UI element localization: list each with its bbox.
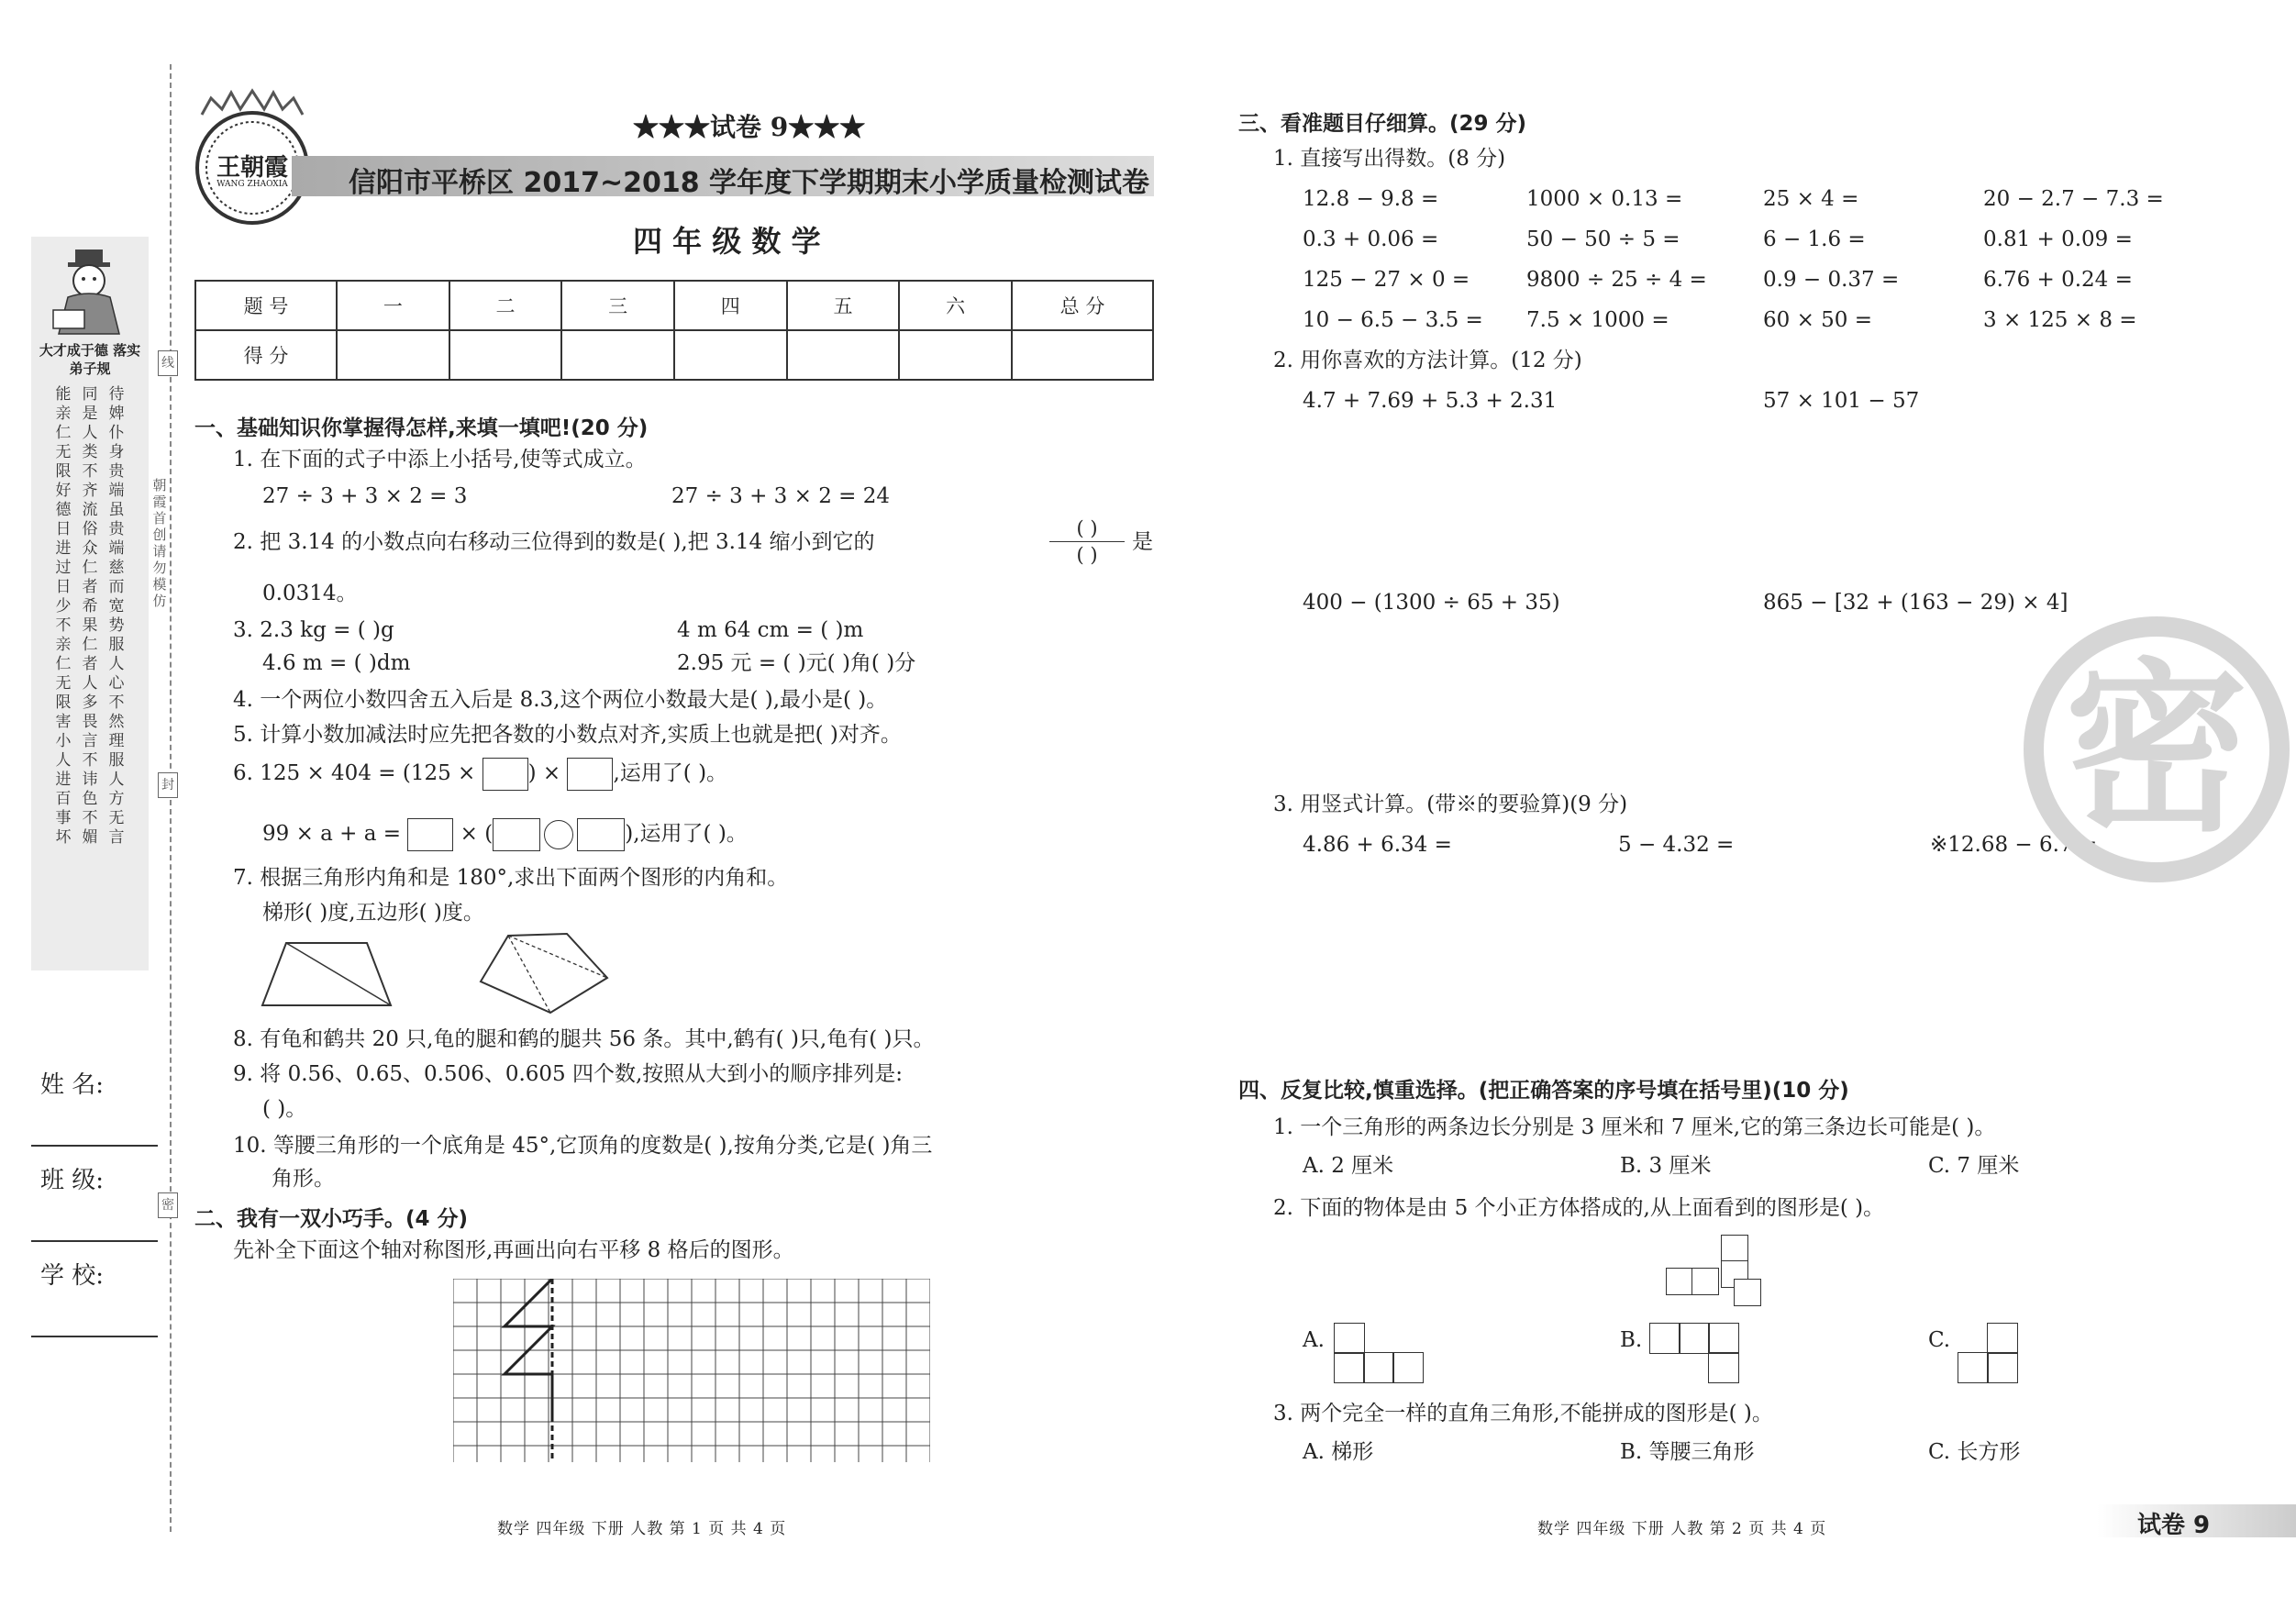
q6-part3: ,运用了( )。 bbox=[613, 761, 728, 785]
q6-line1 bbox=[233, 758, 727, 791]
s4-q3-option-a[interactable]: A. 梯形 bbox=[1303, 1440, 1374, 1464]
oral-calc-item: 0.81 + 0.09 = bbox=[1983, 227, 2133, 251]
q3-b: 4 m 64 cm = ( )m bbox=[677, 618, 864, 642]
s3-q2-b: 57 × 101 − 57 bbox=[1763, 389, 1920, 413]
cubes-object bbox=[1664, 1233, 1774, 1310]
score-header-2: 二 bbox=[449, 281, 562, 330]
oral-calc-item: 125 − 27 × 0 = bbox=[1303, 268, 1470, 292]
q6b-operator-circle[interactable] bbox=[544, 820, 573, 849]
view-b-square bbox=[1708, 1352, 1739, 1383]
s3-q2-a: 4.7 + 7.69 + 5.3 + 2.31 bbox=[1303, 389, 1558, 413]
logo-text: 王朝霞 bbox=[216, 154, 288, 182]
footer-tag: 试卷 9 bbox=[2137, 1512, 2211, 1539]
q6-part1: 6. 125 × 404 = (125 × bbox=[233, 761, 482, 785]
q3-a: 3. 2.3 kg = ( )g bbox=[233, 618, 394, 642]
footer-left: 数学 四年级 下册 人教 第 1 页 共 4 页 bbox=[497, 1520, 787, 1538]
view-a-square bbox=[1334, 1323, 1365, 1354]
q10-line2: 角形。 bbox=[272, 1167, 335, 1191]
secret-watermark bbox=[2024, 616, 2290, 882]
series-label: ★★★试卷 9★★★ bbox=[633, 112, 866, 142]
binding-line bbox=[170, 64, 172, 1532]
s3-q2-d: 865 − [32 + (163 − 29) × 4] bbox=[1763, 591, 2069, 615]
q1-equation-b: 27 ÷ 3 + 3 × 2 = 24 bbox=[671, 484, 891, 508]
cube bbox=[1666, 1268, 1693, 1295]
cube bbox=[1691, 1268, 1719, 1295]
view-a-square bbox=[1363, 1352, 1394, 1383]
view-c-square bbox=[1987, 1352, 2018, 1383]
s3-q1-text: 1. 直接写出得数。(8 分) bbox=[1273, 147, 1506, 171]
s3-q3-text: 3. 用竖式计算。(带※的要验算)(9 分) bbox=[1273, 793, 1628, 816]
score-header-3: 三 bbox=[561, 281, 674, 330]
score-cell[interactable] bbox=[1012, 330, 1153, 380]
q6b-part3: ),运用了( )。 bbox=[625, 822, 748, 846]
q2-fraction-bottom[interactable]: ( ) bbox=[1076, 544, 1098, 566]
class-line[interactable] bbox=[31, 1240, 158, 1242]
s4-q3-text: 3. 两个完全一样的直角三角形,不能拼成的图形是( )。 bbox=[1273, 1402, 1773, 1425]
view-a-square bbox=[1392, 1352, 1424, 1383]
school-line[interactable] bbox=[31, 1336, 158, 1337]
seal-mark-seal: 封 bbox=[158, 772, 178, 798]
s4-q1-option-c[interactable]: C. 7 厘米 bbox=[1928, 1154, 2020, 1178]
q6b-part2: × ( bbox=[453, 822, 494, 846]
copyright-note: 朝霞首创 请勿模仿 bbox=[152, 477, 167, 609]
q9-text: 9. 将 0.56、0.65、0.506、0.605 四个数,按照从大到小的顺序排列是: bbox=[233, 1062, 904, 1086]
oral-calc-item: 0.9 − 0.37 = bbox=[1763, 268, 1900, 292]
q7-answer: 梯形( )度,五边形( )度。 bbox=[262, 901, 484, 925]
s3-q2-text: 2. 用你喜欢的方法计算。(12 分) bbox=[1273, 349, 1582, 372]
s4-q2-option-b[interactable]: B. bbox=[1620, 1328, 1643, 1352]
q7-text: 7. 根据三角形内角和是 180°,求出下面两个图形的内角和。 bbox=[233, 866, 789, 890]
section4-title: 四、反复比较,慎重选择。(把正确答案的序号填在括号里)(10 分) bbox=[1238, 1079, 1849, 1103]
s4-q1-text: 1. 一个三角形的两条边长分别是 3 厘米和 7 厘米,它的第三条边长可能是( )。 bbox=[1273, 1115, 1996, 1139]
name-label: 姓 名: bbox=[40, 1071, 105, 1099]
s4-q2-option-a[interactable]: A. bbox=[1303, 1328, 1325, 1352]
q2-line2: 0.0314。 bbox=[262, 582, 358, 605]
q8-text: 8. 有龟和鹤共 20 只,龟的腿和鹤的腿共 56 条。其中,鹤有( )只,龟有( )只。 bbox=[233, 1027, 935, 1051]
q4-text: 4. 一个两位小数四舍五入后是 8.3,这个两位小数最大是( ),最小是( )。 bbox=[233, 688, 888, 712]
q1-text: 1. 在下面的式子中添上小括号,使等式成立。 bbox=[233, 448, 647, 471]
motto-text: 大才成于德 落实弟子规 bbox=[39, 342, 141, 377]
section2-description: 先补全下面这个轴对称图形,再画出向右平移 8 格后的图形。 bbox=[233, 1238, 794, 1262]
logo-subtext: WANG ZHAOXIA bbox=[216, 180, 288, 189]
score-header-4: 四 bbox=[674, 281, 787, 330]
q6b-answer-box-2[interactable] bbox=[493, 818, 540, 851]
seal-mark-line: 线 bbox=[158, 350, 178, 376]
scholar-figure-icon bbox=[31, 242, 149, 343]
q6b-answer-box-3[interactable] bbox=[577, 818, 625, 851]
motto-box bbox=[31, 237, 149, 970]
school-label: 学 校: bbox=[40, 1262, 105, 1290]
cube bbox=[1721, 1235, 1748, 1262]
s3-q3-c: ※12.68 − 6.7 = bbox=[1930, 833, 2098, 857]
score-cell[interactable] bbox=[449, 330, 562, 380]
score-header-5: 五 bbox=[787, 281, 900, 330]
q6-answer-box-2[interactable] bbox=[567, 758, 613, 791]
oral-calc-item: 0.3 + 0.06 = bbox=[1303, 227, 1439, 251]
section2-title: 二、我有一双小巧手。(4 分) bbox=[194, 1207, 469, 1231]
s3-q3-a: 4.86 + 6.34 = bbox=[1303, 833, 1452, 857]
q3-c: 4.6 m = ( )dm bbox=[262, 651, 411, 675]
s4-q2-text: 2. 下面的物体是由 5 个小正方体搭成的,从上面看到的图形是( )。 bbox=[1273, 1196, 1885, 1220]
pentagon-figure bbox=[471, 926, 618, 1018]
score-cell[interactable] bbox=[674, 330, 787, 380]
score-cell[interactable] bbox=[337, 330, 449, 380]
q2-text: 2. 把 3.14 的小数点向右移动三位得到的数是( ),把 3.14 缩小到它的 bbox=[233, 530, 875, 554]
q6b-answer-box-1[interactable] bbox=[407, 818, 453, 851]
view-a-square bbox=[1334, 1352, 1365, 1383]
score-cell[interactable] bbox=[561, 330, 674, 380]
s4-q1-option-a[interactable]: A. 2 厘米 bbox=[1303, 1154, 1394, 1178]
q1-equation-a: 27 ÷ 3 + 3 × 2 = 3 bbox=[262, 484, 468, 508]
trapezoid-figure bbox=[259, 936, 415, 1009]
view-c-square bbox=[1987, 1323, 2018, 1354]
score-header-6: 六 bbox=[899, 281, 1012, 330]
q2-end: 是 bbox=[1132, 530, 1153, 554]
oral-calc-item: 1000 × 0.13 = bbox=[1526, 187, 1683, 211]
q6b-part1: 99 × a + a = bbox=[262, 822, 408, 846]
motto-column-2: 同是人 类不齐 流俗众 仁者希 果仁者 人多畏 言不讳 色不媚 bbox=[82, 385, 98, 847]
view-b-square bbox=[1649, 1323, 1680, 1354]
motto-column-3: 待婢仆 身贵端 虽贵端 慈而宽 势服人 心不然 理服人 方无言 bbox=[108, 385, 125, 847]
score-cell[interactable] bbox=[787, 330, 900, 380]
oral-calc-item: 12.8 − 9.8 = bbox=[1303, 187, 1439, 211]
s4-q3-option-b[interactable]: B. 等腰三角形 bbox=[1620, 1440, 1755, 1464]
q5-text: 5. 计算小数加减法时应先把各数的小数点对齐,实质上也就是把( )对齐。 bbox=[233, 723, 902, 747]
oral-calc-item: 6.76 + 0.24 = bbox=[1983, 268, 2133, 292]
motto-column-1: 能亲仁 无限好 德日进 过日少 不亲仁 无限害 小人进 百事坏 bbox=[55, 385, 72, 847]
oral-calc-item: 60 × 50 = bbox=[1763, 308, 1873, 332]
q10-text: 10. 等腰三角形的一个底角是 45°,它顶角的度数是( ),按角分类,它是( )角三 bbox=[233, 1134, 933, 1158]
score-table bbox=[194, 280, 1154, 381]
score-cell[interactable] bbox=[899, 330, 1012, 380]
subject-title: 四 年 级 数 学 bbox=[633, 224, 821, 259]
s4-q3-option-c[interactable]: C. 长方形 bbox=[1928, 1440, 2021, 1464]
s4-q1-option-b[interactable]: B. 3 厘米 bbox=[1620, 1154, 1712, 1178]
name-line[interactable] bbox=[31, 1145, 158, 1147]
oral-calc-item: 20 − 2.7 − 7.3 = bbox=[1983, 187, 2164, 211]
q9-answer: ( )。 bbox=[262, 1097, 307, 1121]
q3-d: 2.95 元 = ( )元( )角( )分 bbox=[677, 651, 916, 675]
q6-part2: ) × bbox=[527, 761, 568, 785]
class-label: 班 级: bbox=[40, 1167, 105, 1194]
view-b-square bbox=[1708, 1323, 1739, 1354]
oral-calc-item: 9800 ÷ 25 ÷ 4 = bbox=[1526, 268, 1707, 292]
q6-answer-box-1[interactable] bbox=[482, 758, 528, 791]
q2-fraction bbox=[1049, 516, 1125, 568]
view-c-square bbox=[1958, 1352, 1989, 1383]
seal-mark-secret: 密 bbox=[158, 1192, 178, 1218]
score-header-1: 一 bbox=[337, 281, 449, 330]
footer-right: 数学 四年级 下册 人教 第 2 页 共 4 页 bbox=[1537, 1520, 1827, 1538]
q6-line2 bbox=[262, 818, 748, 851]
score-header-total: 总 分 bbox=[1012, 281, 1153, 330]
s3-q2-c: 400 − (1300 ÷ 65 + 35) bbox=[1303, 591, 1560, 615]
s4-q2-option-c[interactable]: C. bbox=[1928, 1328, 1951, 1352]
section3-title: 三、看准题目仔细算。(29 分) bbox=[1238, 112, 1527, 136]
section1-title: 一、基础知识你掌握得怎样,来填一填吧!(20 分) bbox=[194, 416, 649, 440]
exam-title: 信阳市平桥区 2017~2018 学年度下学期期末小学质量检测试卷 bbox=[349, 167, 1150, 199]
cube bbox=[1734, 1279, 1761, 1306]
oral-calc-item: 50 − 50 ÷ 5 = bbox=[1526, 227, 1680, 251]
score-row-label: 得 分 bbox=[195, 330, 337, 380]
drawing-grid[interactable] bbox=[453, 1279, 930, 1462]
watermark-char: 密 bbox=[2064, 641, 2248, 857]
view-b-square bbox=[1679, 1323, 1710, 1354]
oral-calc-item: 3 × 125 × 8 = bbox=[1983, 308, 2137, 332]
oral-calc-item: 10 − 6.5 − 3.5 = bbox=[1303, 308, 1483, 332]
oral-calc-item: 7.5 × 1000 = bbox=[1526, 308, 1669, 332]
oral-calc-item: 6 − 1.6 = bbox=[1763, 227, 1866, 251]
oral-calc-item: 25 × 4 = bbox=[1763, 187, 1859, 211]
q2-fraction-top[interactable]: ( ) bbox=[1049, 516, 1125, 542]
score-header-label: 题 号 bbox=[195, 281, 337, 330]
s3-q3-b: 5 − 4.32 = bbox=[1618, 833, 1735, 857]
